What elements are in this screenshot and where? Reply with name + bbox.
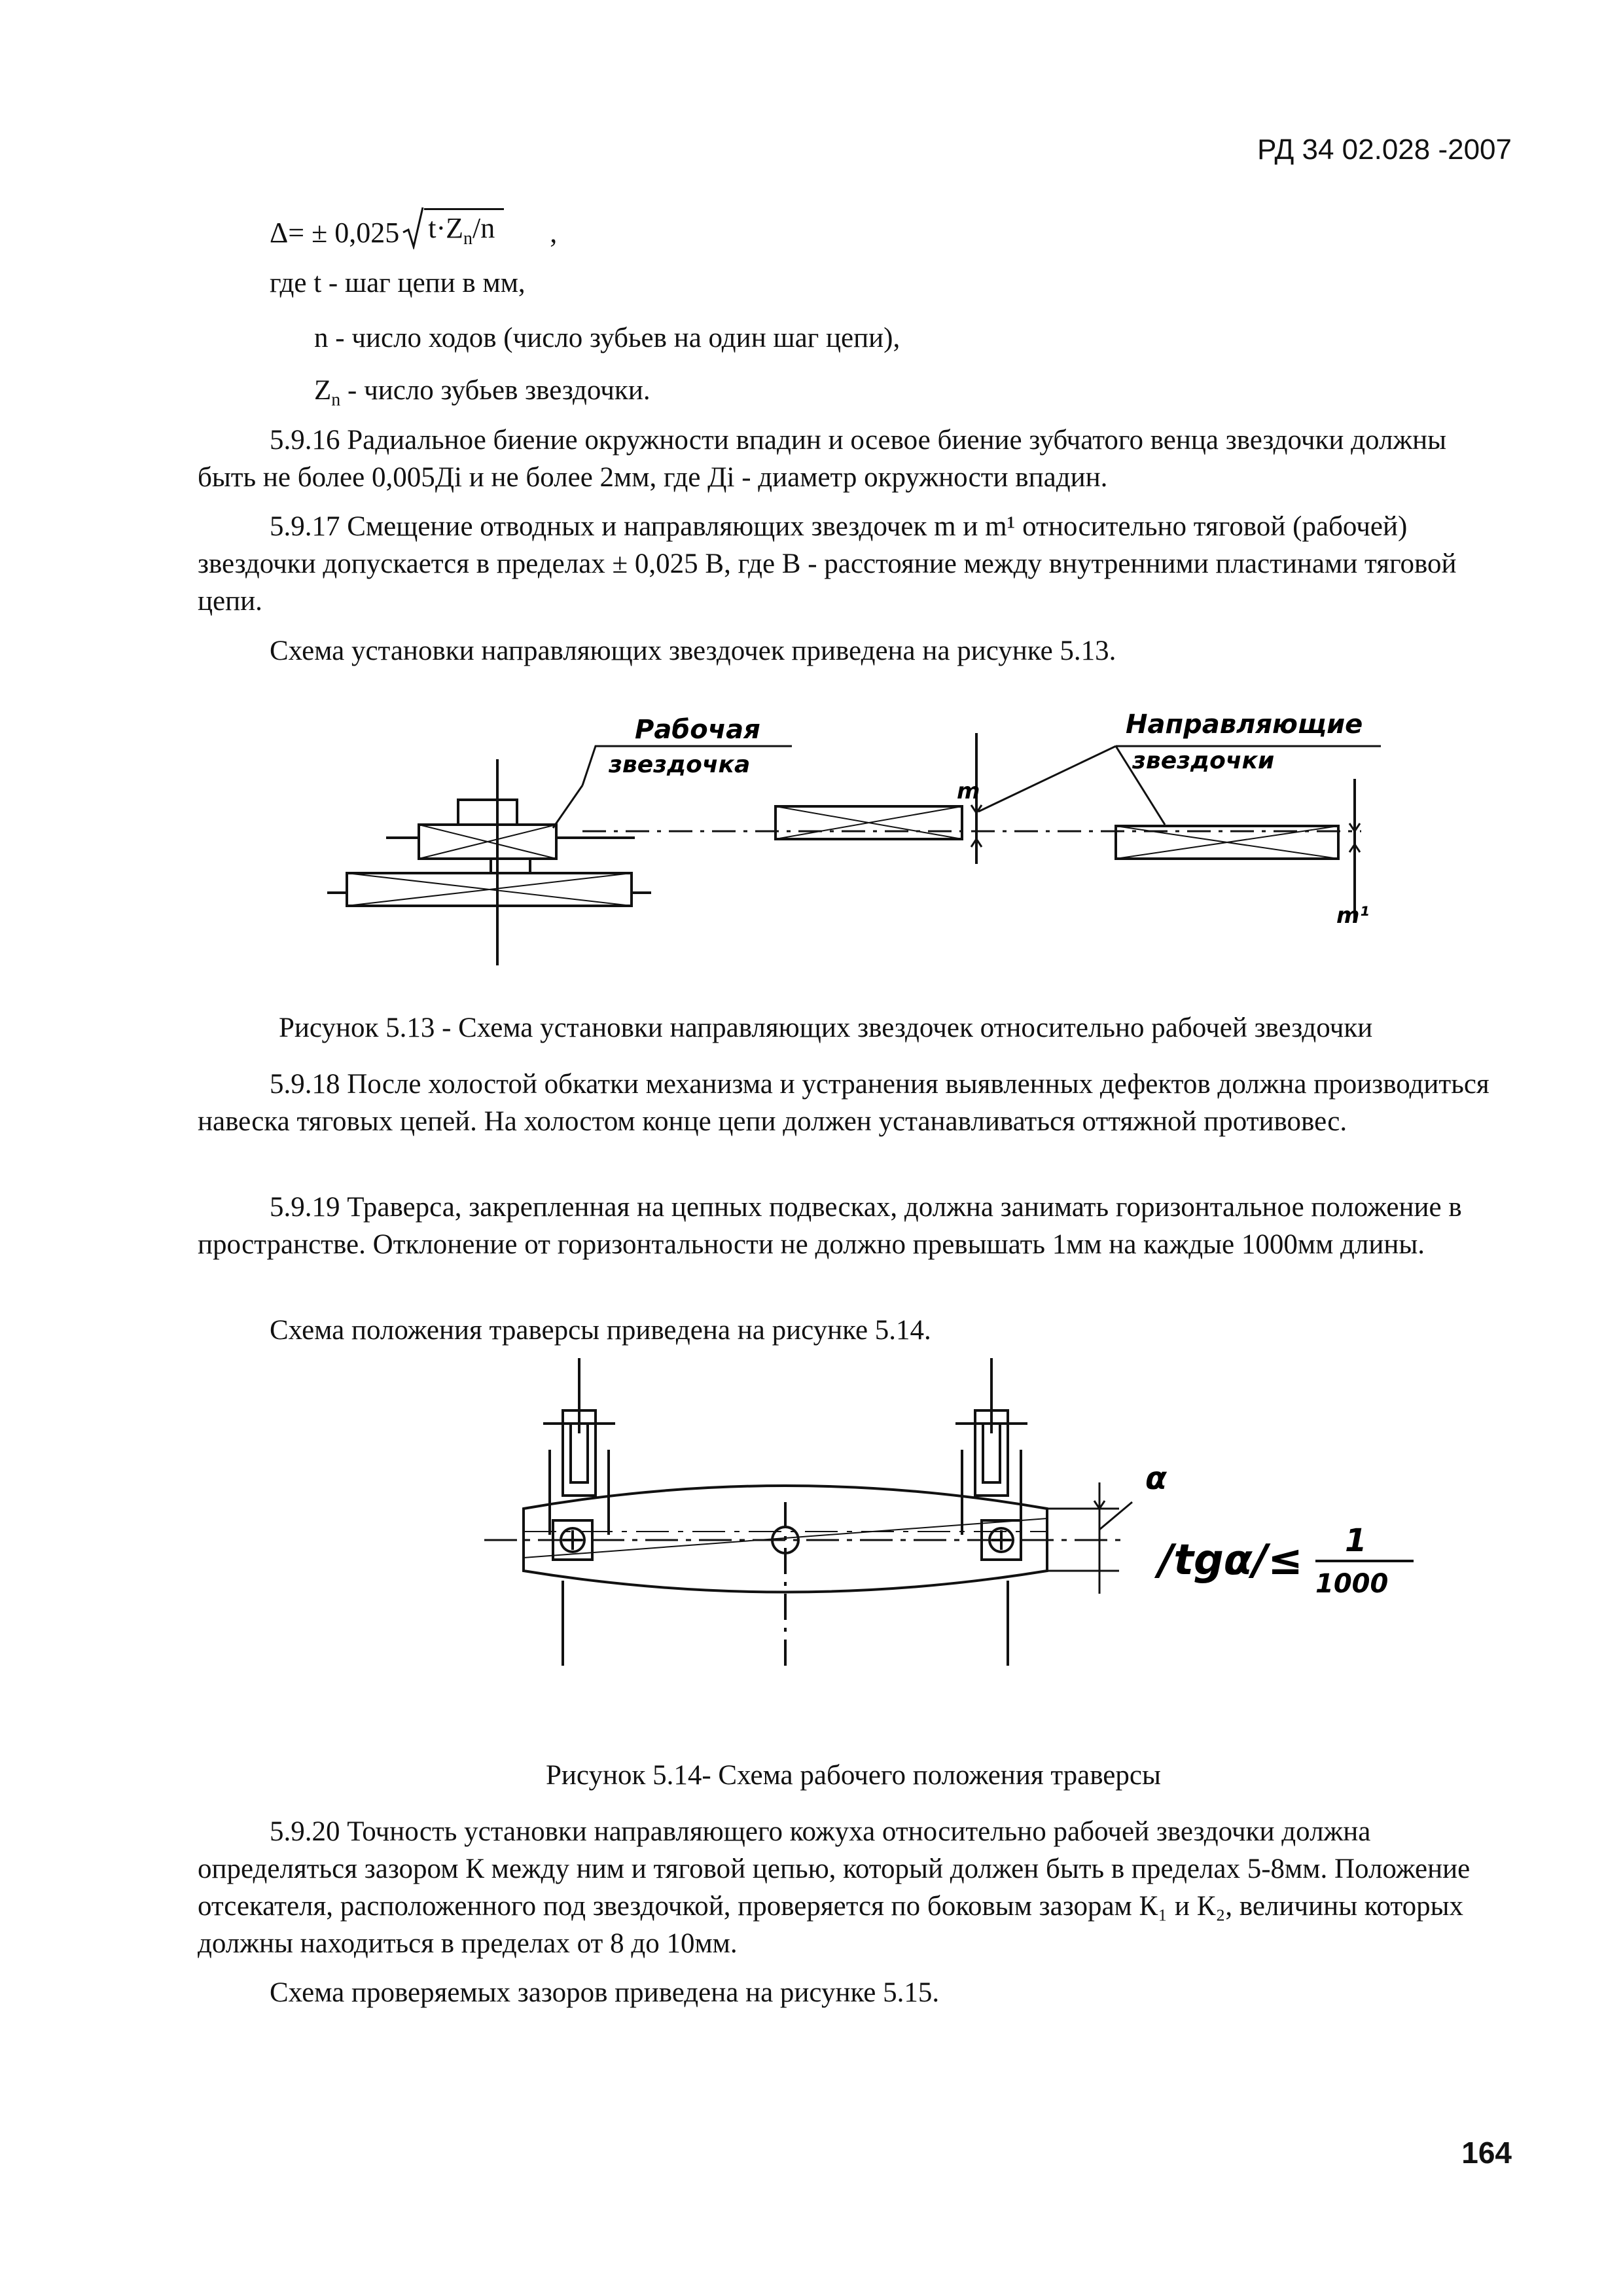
reference-figure-5-13: Схема установки направляющих звездочек приведена на рисунке 5.13. (270, 636, 1116, 666)
formula-lhs: Δ= ± 0,025 (270, 217, 400, 249)
label-working-1: Рабочая (635, 715, 760, 745)
paragraph-5-9-18: 5.9.18 После холостой обкатки механизма и устранения выявленных дефектов должна производиться навеска тяговых цепей. На холостом конце цепи должен устанавливаться оттяжной противовес. (198, 1069, 1489, 1137)
definition-z: $Z_n$ - число зубьев звездочки. (314, 375, 651, 410)
reference-figure-5-14: Схема положения траверсы приведена на рисунке 5.14. (270, 1315, 931, 1346)
tolerance-formula (270, 206, 557, 249)
definition-n: n - число ходов (число зубьев на один шаг цепи), (314, 323, 901, 353)
dimension-m1: m¹ (1336, 903, 1370, 929)
label-guide-2: звездочки (1132, 747, 1275, 774)
formula-trailing-comma: , (550, 217, 558, 249)
tilt-formula-numerator: 1 (1345, 1522, 1367, 1559)
dimension-m: m (957, 778, 980, 804)
page-number: 164 (1461, 2136, 1512, 2170)
figure-5-14-caption: Рисунок 5.14- Схема рабочего положения траверсы (546, 1760, 1161, 1791)
figure-5-13-diagram (321, 707, 1400, 988)
label-working-2: звездочка (609, 751, 751, 778)
paragraph-5-9-20: 5.9.20 Точность установки направляющего кожуха относительно рабочей звездочки должна определяться зазором К между ним и тяговой цепью, который должен быть в пределах 5-8мм. Положение отсекателя, расположенного под звездочкой, проверяется по боковым зазорам К₁ и К₂, величины которых должны находиться в пределах от 8 до 10мм. (198, 1816, 1471, 1959)
figure-5-13-caption: Рисунок 5.13 - Схема установки направляющих звездочек относительно рабочей звездочки (279, 1013, 1373, 1043)
leader-guide-1 (978, 746, 1116, 812)
reference-figure-5-15: Схема проверяемых зазоров приведена на рисунке 5.15. (270, 1977, 940, 2008)
tilt-formula: /tgα/≤ (1158, 1536, 1303, 1585)
document-code: РД 34 02.028 -2007 (1257, 134, 1512, 166)
label-alpha: α (1145, 1460, 1167, 1497)
label-guide-1: Направляющие (1126, 709, 1363, 740)
paragraph-5-9-19: 5.9.19 Траверса, закрепленная на цепных подвесках, должна занимать горизонтальное положение в пространстве. Отклонение от горизонтальности не должно превышать 1мм на каждые 1000мм длины. (198, 1192, 1462, 1260)
paragraph-5-9-16: 5.9.16 Радиальное биение окружности впадин и осевое биение зубчатого венца звездочки должны быть не более 0,005Дi и не более 2мм, где Дi - диаметр окружности впадин. (198, 425, 1447, 493)
radicand: $t\cdot Z_n/n$ (424, 208, 504, 249)
figure-5-14-diagram (471, 1358, 1453, 1698)
working-sprocket-hub (458, 800, 517, 825)
tilt-formula-denominator: 1000 (1315, 1569, 1389, 1599)
radical-sign-icon (402, 206, 424, 249)
paragraph-5-9-17: 5.9.17 Смещение отводных и направляющих звездочек m и m¹ относительно тяговой (рабочей) звездочки допускается в пределах ± 0,025 В, где В - расстояние между внутренними пластинами тяговой цепи. (198, 511, 1457, 617)
definition-intro: где t - шаг цепи в мм, (270, 268, 526, 298)
square-root (402, 206, 504, 249)
